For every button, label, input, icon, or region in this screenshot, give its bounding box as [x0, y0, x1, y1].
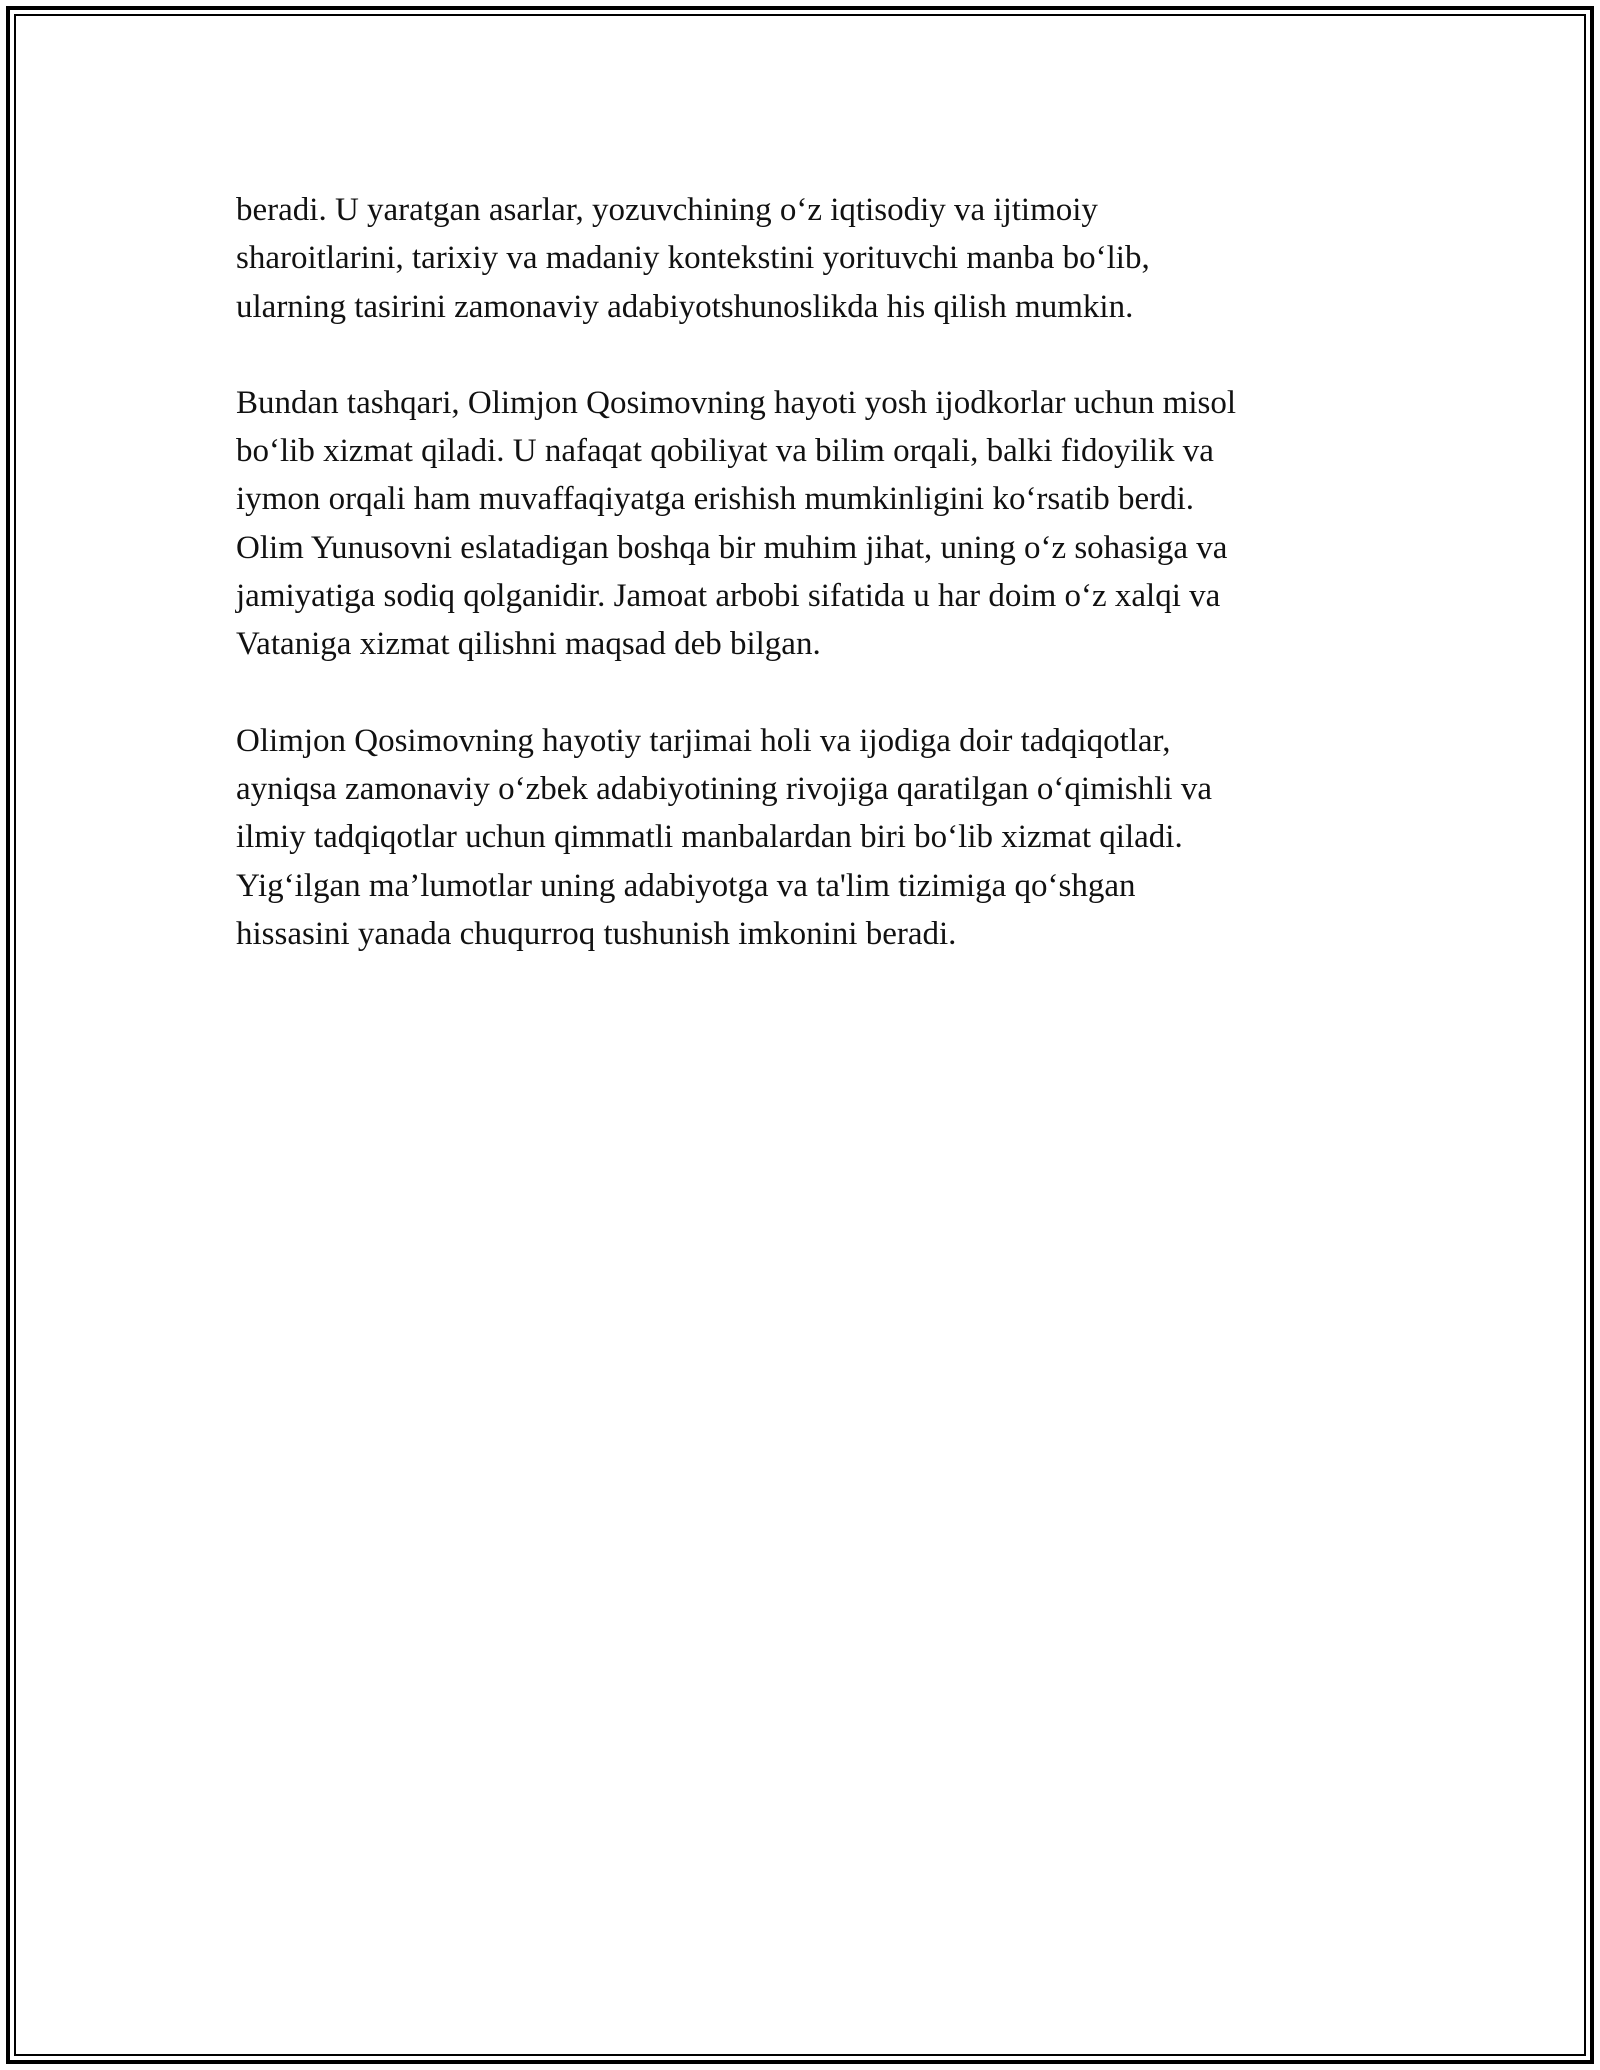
text-line: bo‘lib xizmat qiladi. U nafaqat qobiliyat va bilim orqali, balki fidoyilik va: [236, 433, 1214, 470]
text-line: iymon orqali ham muvaffaqiyatga erishish mumkinligini ko‘rsatib berdi.: [236, 481, 1195, 518]
text-line: Olimjon Qosimovning hayotiy tarjimai holi va ijodiga doir tadqiqotlar,: [236, 722, 1171, 759]
paragraph-3: [236, 717, 1356, 958]
paragraph-2: [236, 379, 1356, 669]
text-line: jamiyatiga sodiq qolganidir. Jamoat arbobi sifatida u har doim o‘z xalqi va: [236, 578, 1221, 615]
text-line: sharoitlarini, tarixiy va madaniy kontekstini yorituvchi manba bo‘lib,: [236, 240, 1150, 277]
text-line: Olim Yunusovni eslatadigan boshqa bir muhim jihat, uning o‘z sohasiga va: [236, 529, 1228, 566]
text-line: Bundan tashqari, Olimjon Qosimovning hayoti yosh ijodkorlar uchun misol: [236, 384, 1237, 421]
paragraph-1: [236, 186, 1356, 331]
text-line: ayniqsa zamonaviy o‘zbek adabiyotining rivojiga qaratilgan o‘qimishli va: [236, 770, 1212, 807]
text-line: ilmiy tadqiqotlar uchun qimmatli manbalardan biri bo‘lib xizmat qiladi.: [236, 819, 1183, 856]
text-line: Yig‘ilgan ma’lumotlar uning adabiyotga va ta'lim tizimiga qo‘shgan: [236, 867, 1136, 904]
document-body: [236, 186, 1356, 1006]
text-line: hissasini yanada chuqurroq tushunish imkonini beradi.: [236, 915, 957, 952]
text-line: ularning tasirini zamonaviy adabiyotshunoslikda his qilish mumkin.: [236, 288, 1134, 325]
text-line: Vataniga xizmat qilishni maqsad deb bilgan.: [236, 626, 821, 663]
text-line: beradi. U yaratgan asarlar, yozuvchining o‘z iqtisodiy va ijtimoiy: [236, 192, 1098, 228]
